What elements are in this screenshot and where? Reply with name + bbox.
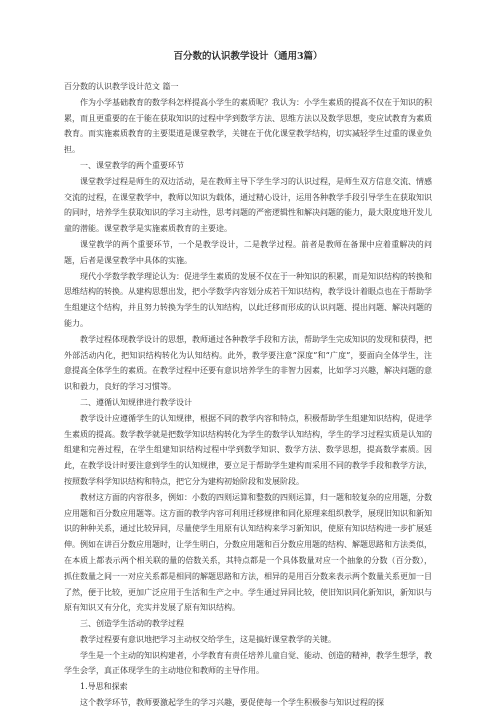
paragraph: 学生是一个主动的知识构建者，小学教育有责任培养儿童自觉、能动、创造的精神，教学生想学，教学生会学，真正体现学生的主动地位和教师的主导作用。 [64,650,432,676]
paragraph: 百分数的认识教学设计范文 篇一 [64,82,179,91]
paragraph: 作为小学基础教育的数学科怎样提高小学生的素质呢？我认为：小学生素质的提高不仅在于知识的积累，而且更重要的在于能在获取知识的过程中学到数学方法、思维方法以及数学思想，变应试教育为素质教育。而实施素质教育的主要渠道是课堂教学，关键在于优化课堂教学结构，切实减轻学生过重的课业负担。 [64,97,432,155]
document-body [64,79,432,711]
paragraph: 课堂教学过程是师生的双边活动，是在教师主导下学生学习的认识过程，是师生双方信息交流、情感交流的过程，在课堂教学中，教师以知识为载体，通过精心设计，运用各种教学手段引导学生在获取知识的同时，培养学生获取知识的学习主动性，思考问题的严密逻辑性和解决问题的能力，最大限度地开发儿童的潜能。课堂教学是实施素质教育的主要途。 [64,176,432,234]
section-heading: 一、课堂教学的两个重要环节 [80,160,184,170]
paragraph: 教学过程要有意识地把学习主动权交给学生，这是搞好课堂教学的关键。 [80,634,336,644]
paragraph: 教学过程体现教学设计的思想，教师通过各种教学手段和方法，帮助学生完成知识的发现和获得，把外部活动内化，把知识结构转化为认知结构。此外，教学要注意“深度”和“广度”，要面向全体学生，注意提高全体学生的素质。在教学过程中还要有意识培养学生的非智力因素，比如学习兴趣，解决问题的意识和毅力，良好的学习习惯等。 [64,334,432,392]
document-title: 百分数的认识教学设计（通用3篇） [173,51,323,62]
section-heading: 1.导思和探索 [80,682,128,692]
section-heading: 三、创造学生活动的教学过程 [80,619,184,629]
paragraph: 课堂教学的两个重要环节，一个是教学设计，二是教学过程。前者是教师在备课中应着重解决的问题，后者是课堂教学中具体的实施。 [64,239,432,265]
section-heading: 二、遵循认知规律进行教学设计 [80,397,192,407]
paragraph: 现代小学数学教学理论认为：促进学生素质的发展不仅在于一种知识的积累，而是知识结构的转换和思维结构的转换。从建构思想出发，把小学数学内容划分成若干知识结构，教学设计着眼点也在于帮助学生组建这个结构，并且努力转换为学生的认知结构，以此迁移而形成的认识问题、提出问题、解决问题的能力。 [64,271,432,328]
paragraph: 这个教学环节，教师要激起学生的学习兴趣，要促使每一个学生积极参与知识过程的探 [80,698,384,708]
paragraph: 教材这方面的内容很多，例如：小数的四则运算和整数的四则运算，归一题和较复杂的应用题，分数应用题和百分数应用题等。这方面的教学内容可利用迁移规律和同化原理来组织教学，展现旧知识和新知识的种种关系，通过比较异同，尽量使学生用原有认知结构来学习新知识，使原有知识结构进一步扩展延伸。例如在讲百分数应用题时，让学生明白，分数应用题和百分数应用题的结构、解题思路和方法类似，在本质上都表示两个相关联的量的倍数关系，其特点都是一个具体数量对应一个抽象的分数（百分数），抓住数量之间一一对应关系都是相同的解题思路和方法，相异的是用百分数来表示两个数量关系更加一目了然，便于比较，更加广泛应用于生活和生产之中。学生通过异同比较，使旧知识同化新知识，新知识与原有知识又有分化，充实并发展了原有知识结构。 [64,492,432,613]
paragraph: 教学设计应遵循学生的认知规律，根据不同的教学内容和特点，积极帮助学生组建知识结构，促进学生素质的提高。数学教学就是把数学知识结构转化为学生的数学认知结构，学生的学习过程实质是认知的组建和完善过程，在学生组建知识结构过程中学到数学知识、数学方法、数学思想，提高数学素质。因此，在教学设计时要注意到学生的认知规律，要立足于帮助学生建构而采用不同的教学手段和教学方法，按照数学科学知识结构和特点，把它分为建构初始阶段和发展阶段。 [64,413,432,486]
